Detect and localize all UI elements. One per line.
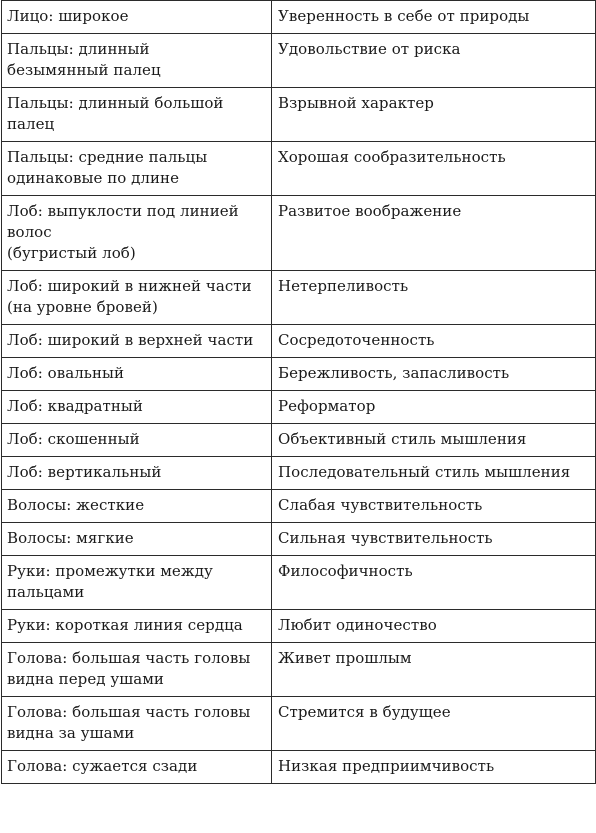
meaning-text: Уверенность в себе от природы xyxy=(278,7,530,25)
trait-cell xyxy=(2,457,272,490)
meaning-cell xyxy=(272,556,596,610)
trait-cell xyxy=(2,142,272,196)
trait-cell xyxy=(2,391,272,424)
trait-cell xyxy=(2,358,272,391)
trait-cell xyxy=(2,610,272,643)
table-body xyxy=(2,1,596,784)
table-row xyxy=(2,391,596,424)
trait-text: Голова: большая часть головы видна за ушами xyxy=(7,703,251,742)
meaning-cell xyxy=(272,88,596,142)
trait-cell xyxy=(2,271,272,325)
meaning-text: Низкая предприимчивость xyxy=(278,757,495,775)
trait-text: Лоб: овальный xyxy=(7,364,125,382)
meaning-text: Хорошая сообразительность xyxy=(278,148,506,166)
meaning-cell xyxy=(272,196,596,271)
table-row xyxy=(2,457,596,490)
trait-cell xyxy=(2,697,272,751)
trait-cell xyxy=(2,490,272,523)
trait-cell xyxy=(2,1,272,34)
meaning-cell xyxy=(272,751,596,784)
table-row xyxy=(2,142,596,196)
meaning-cell xyxy=(272,643,596,697)
trait-cell xyxy=(2,88,272,142)
meaning-text: Живет прошлым xyxy=(278,649,412,667)
meaning-cell xyxy=(272,610,596,643)
trait-text: Руки: промежутки между пальцами xyxy=(7,562,213,601)
meaning-cell xyxy=(272,457,596,490)
meaning-cell xyxy=(272,391,596,424)
table-row xyxy=(2,751,596,784)
meaning-cell xyxy=(272,34,596,88)
table-row xyxy=(2,610,596,643)
trait-cell xyxy=(2,34,272,88)
meaning-cell xyxy=(272,490,596,523)
trait-cell xyxy=(2,424,272,457)
trait-text: Пальцы: средние пальцы одинаковые по длине xyxy=(7,148,208,187)
meaning-text: Сосредоточенность xyxy=(278,331,435,349)
table-row xyxy=(2,1,596,34)
trait-text: Лоб: широкий в верхней части xyxy=(7,331,254,349)
trait-text: Голова: сужается сзади xyxy=(7,757,198,775)
physiognomy-table xyxy=(1,0,596,784)
trait-cell xyxy=(2,325,272,358)
trait-text: Волосы: жесткие xyxy=(7,496,145,514)
table-row xyxy=(2,196,596,271)
trait-text: Лоб: широкий в нижней части (на уровне бровей) xyxy=(7,277,252,316)
meaning-text: Философичность xyxy=(278,562,413,580)
table-row xyxy=(2,271,596,325)
meaning-text: Стремится в будущее xyxy=(278,703,451,721)
meaning-text: Последовательный стиль мышления xyxy=(278,463,571,481)
table-row xyxy=(2,88,596,142)
meaning-text: Взрывной характер xyxy=(278,94,434,112)
trait-cell xyxy=(2,643,272,697)
meaning-cell xyxy=(272,142,596,196)
table-row xyxy=(2,34,596,88)
meaning-text: Нетерпеливость xyxy=(278,277,409,295)
meaning-text: Любит одиночество xyxy=(278,616,437,634)
meaning-text: Объективный стиль мышления xyxy=(278,430,527,448)
table-row xyxy=(2,358,596,391)
trait-text: Пальцы: длинный безымянный палец xyxy=(7,40,161,79)
meaning-text: Развитое воображение xyxy=(278,202,462,220)
trait-text: Пальцы: длинный большой палец xyxy=(7,94,224,133)
meaning-cell xyxy=(272,358,596,391)
meaning-cell xyxy=(272,424,596,457)
table-row xyxy=(2,523,596,556)
meaning-text: Реформатор xyxy=(278,397,376,415)
table-row xyxy=(2,556,596,610)
trait-text: Лоб: вертикальный xyxy=(7,463,162,481)
meaning-cell xyxy=(272,523,596,556)
meaning-text: Бережливость, запасливость xyxy=(278,364,510,382)
meaning-cell xyxy=(272,697,596,751)
trait-cell xyxy=(2,556,272,610)
trait-text: Волосы: мягкие xyxy=(7,529,134,547)
trait-text: Голова: большая часть головы видна перед ушами xyxy=(7,649,251,688)
trait-cell xyxy=(2,751,272,784)
trait-text: Лицо: широкое xyxy=(7,7,129,25)
meaning-text: Удовольствие от риска xyxy=(278,40,461,58)
trait-text: Лоб: скошенный xyxy=(7,430,140,448)
meaning-text: Слабая чувствительность xyxy=(278,496,483,514)
meaning-cell xyxy=(272,1,596,34)
meaning-cell xyxy=(272,271,596,325)
table-row xyxy=(2,325,596,358)
table-row xyxy=(2,643,596,697)
trait-cell xyxy=(2,196,272,271)
table-row xyxy=(2,697,596,751)
meaning-cell xyxy=(272,325,596,358)
trait-cell xyxy=(2,523,272,556)
trait-text: Лоб: выпуклости под линией волос (бугристый лоб) xyxy=(7,202,239,262)
table-row xyxy=(2,424,596,457)
trait-text: Лоб: квадратный xyxy=(7,397,143,415)
table-row xyxy=(2,490,596,523)
meaning-text: Сильная чувствительность xyxy=(278,529,493,547)
trait-text: Руки: короткая линия сердца xyxy=(7,616,243,634)
